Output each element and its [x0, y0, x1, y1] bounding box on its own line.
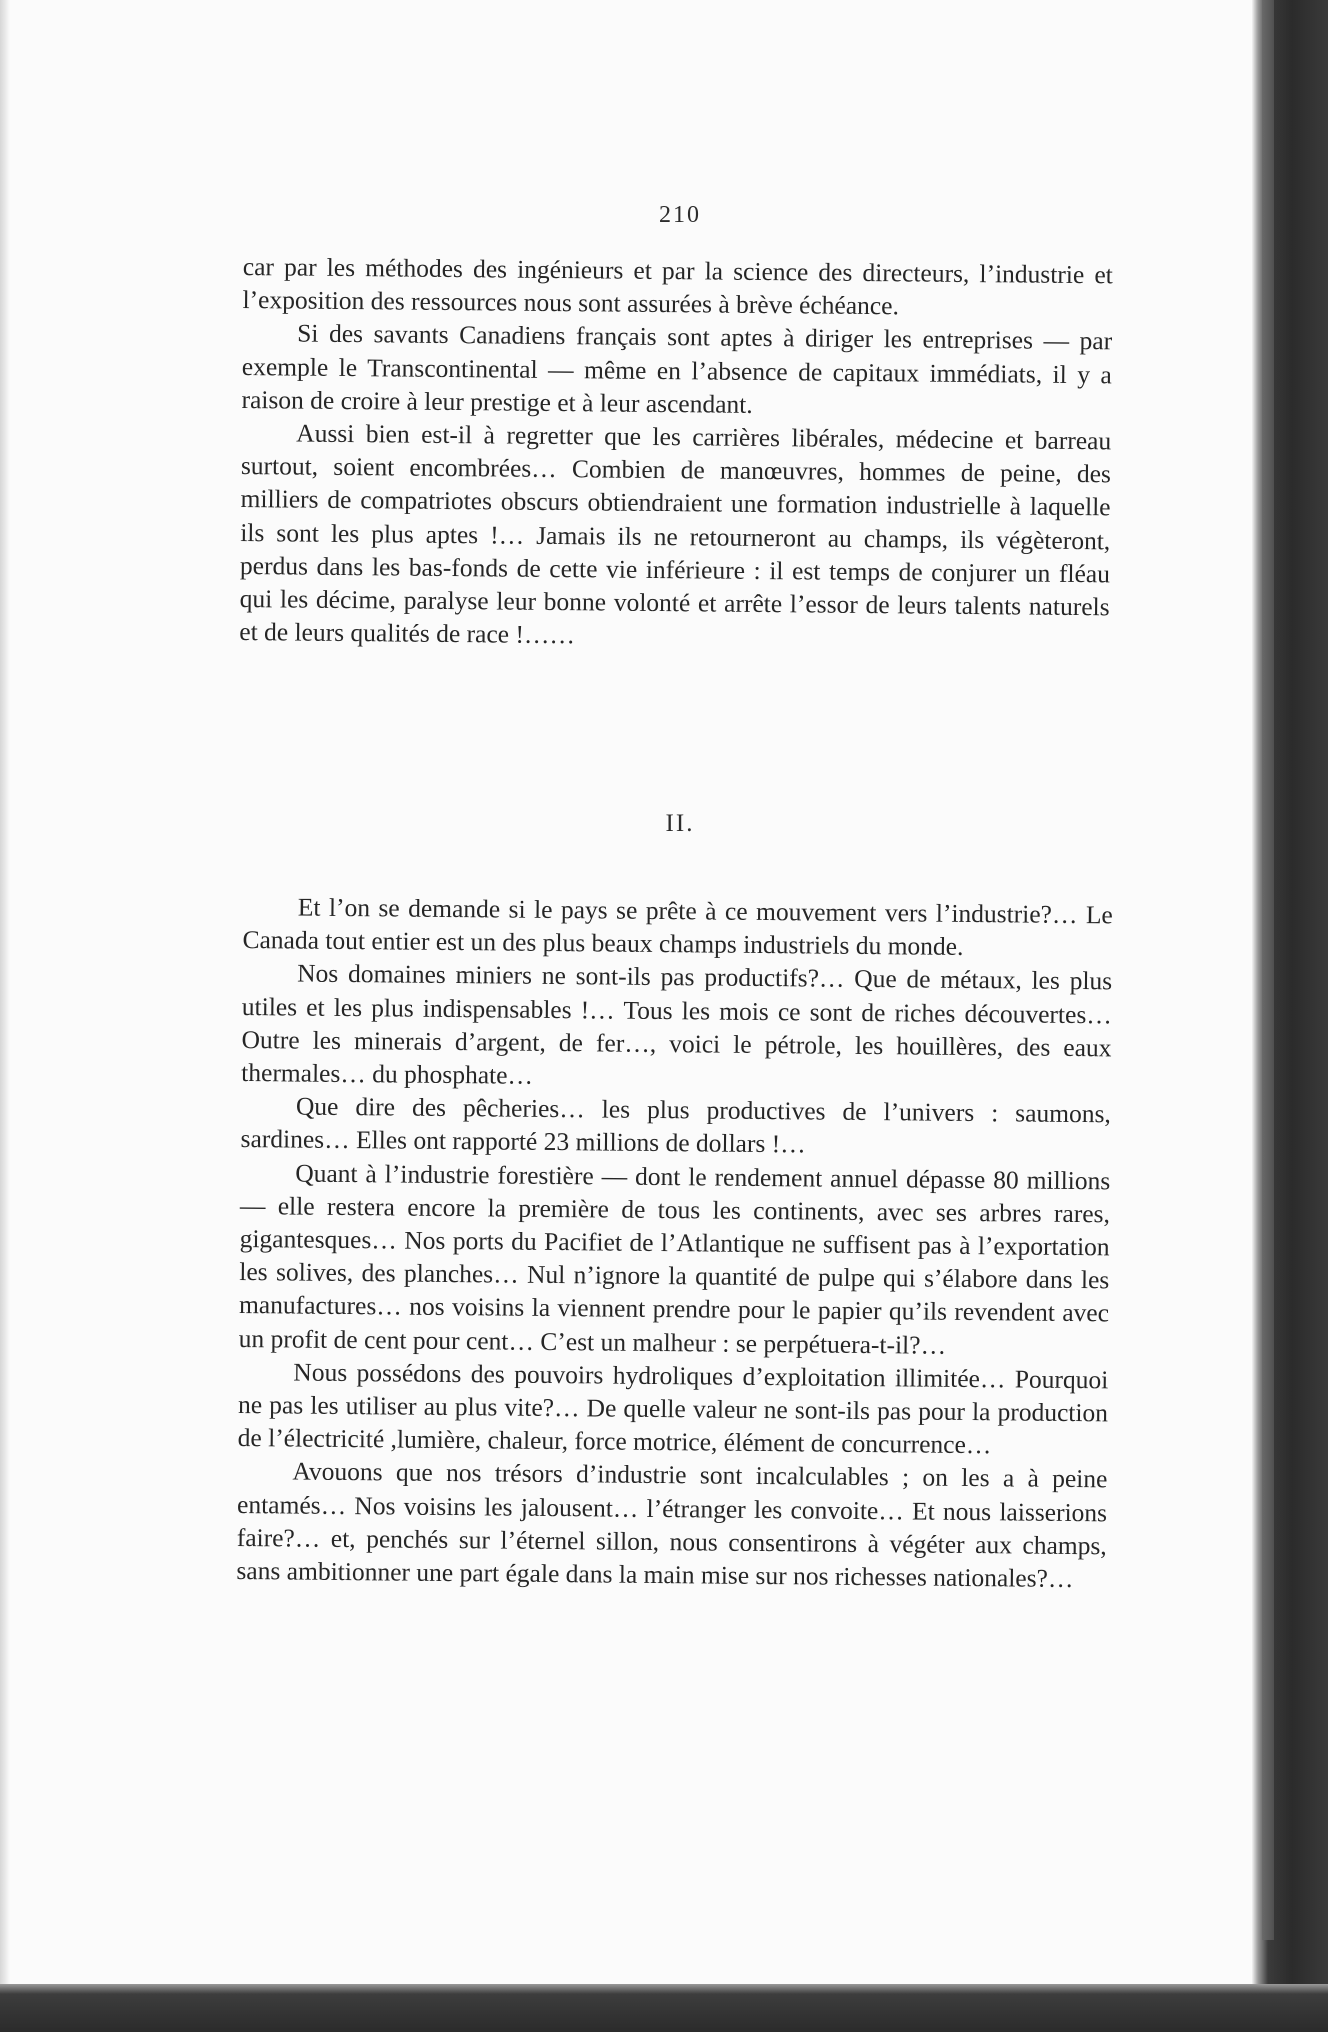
book-edge-inner — [1262, 0, 1274, 1940]
section-heading: II. — [665, 810, 695, 837]
section-two-text — [236, 890, 1113, 1596]
paragraph: Avouons que nos trésors d’industrie sont incalculables ; on les a à peine entamés… Nos voisins les jalousent… l’étranger les convoite… Et nous laisserions faire?… et, penchés sur l’éternel sillon, nous consentirons à végéter aux champs, sans ambitionner une part égale dans la main mise sur nos richesses nationales?… — [236, 1456, 1108, 1594]
paragraph: Nos domaines miniers ne sont-ils pas productifs?… Que de métaux, les plus utiles et les plus indispensables !… Tous les mois ce sont de riches découvertes… Outre les minerais d’argent, de fer…, voici le pétrole, les houillères, des eaux thermales… du phosphate… — [241, 958, 1113, 1090]
paragraph: Et l’on se demande si le pays se prête à ce mouvement vers l’industrie?… Le Canada tout entier est un des plus beaux champs industriels du monde. — [242, 892, 1113, 962]
page-gutter-shadow — [0, 0, 10, 2032]
paragraph: Si des savants Canadiens français sont aptes à diriger les entreprises — par exemple le Transcontinental — même en l’absence de capitaux immédiats, il y a raison de croire à leur prestige et à leur ascendant. — [241, 318, 1113, 419]
book-edge-bottom — [0, 1984, 1328, 2032]
paragraph: Nous possédons des pouvoirs hydroliques d’exploitation illimitée… Pourquoi ne pas les utiliser au plus vite?… De quelle valeur ne sont-ils pas pour la production de l’électricité ,lumière, chaleur, force motrice, élément de concurrence… — [237, 1357, 1109, 1460]
paragraph: Que dire des pêcheries… les plus productives de l’univers : saumons, sardines… Elles ont rapporté 23 millions de dollars !… — [240, 1091, 1112, 1159]
paragraph: car par les méthodes des ingénieurs et par la science des directeurs, l’industrie et l’exposition des ressources nous sont assurées à brève échéance. — [242, 251, 1113, 321]
paragraph: Aussi bien est-il à regretter que les carrières libérales, médecine et barreau surtout, soient encombrées… Combien de manœuvres, hommes de peine, des milliers de compatriotes obscurs obtiendraient une formation industrielle à laquelle ils sont les plus aptes !… Jamais ils ne retourneront au champs, ils végèteront, perdus dans les bas-fonds de cette vie inférieure : il est temps de conjurer un fléau qui les décime, paralyse leur bonne volonté et arrête l’essor de leurs talents naturels et de leurs qualités de race !…… — [239, 418, 1112, 650]
section-one-text — [239, 250, 1113, 657]
paragraph: Quant à l’industrie forestière — dont le rendement annuel dépasse 80 millions — elle restera encore la première de tous les continents, avec ses arbres rares, gigantesques… Nos ports du Pacifiet de l’Atlantique ne suffisent pas à l’exportation les solives, des planches… Nul n’ignore la quantité de pulpe qui s’élabore dans les manufactures… nos voisins la viennent prendre pour le papier qu’ils revendent avec un profit de cent pour cent… C’est un malheur : se perpétuera-t-il?… — [238, 1158, 1111, 1360]
page-number: 210 — [659, 202, 701, 228]
